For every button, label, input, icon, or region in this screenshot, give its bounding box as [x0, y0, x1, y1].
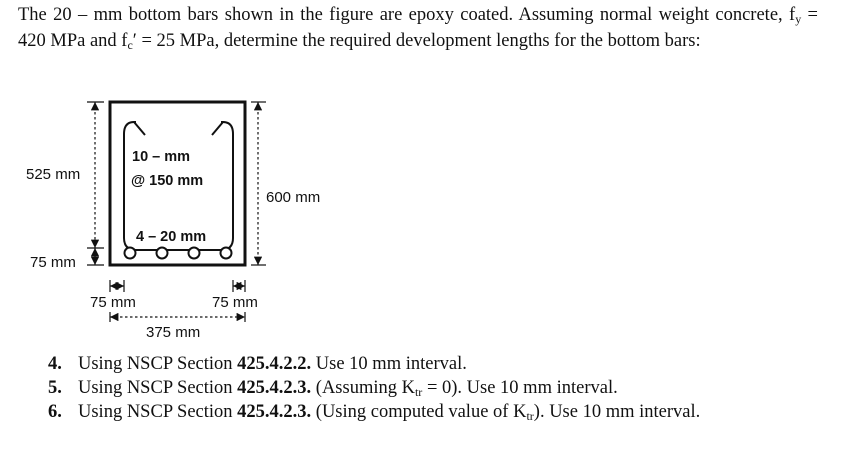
beam-section-diagram — [0, 88, 330, 350]
item-text: Using NSCP Section — [78, 354, 238, 374]
label-cover-right: 75 mm — [212, 294, 258, 311]
ktr-subscript: tr — [526, 409, 534, 423]
item-text-tail: = 0). Use 10 mm interval. — [422, 378, 618, 398]
item-text-end: Use 10 mm interval. — [311, 354, 467, 374]
item-number: 6. — [48, 402, 62, 422]
section-ref: 425.4.2.3. — [237, 402, 312, 422]
problem-statement — [18, 2, 818, 54]
problem-text-2: = 420 MPa and f — [18, 5, 818, 51]
fc-subscript: c — [127, 38, 133, 52]
item-text-end: (Using computed value of K — [311, 402, 527, 422]
fy-subscript: y — [795, 12, 802, 26]
item-text-end: (Assuming K — [311, 378, 415, 398]
label-525: 525 mm — [26, 166, 81, 183]
item-text: Using NSCP Section — [78, 402, 238, 422]
problem-text-1: The 20 – mm bottom bars shown in the figure are epoxy coated. Assuming normal weight concrete, f — [18, 5, 796, 25]
problem-text-3: ′ = 25 MPa, determine the required development lengths for the bottom bars: — [132, 31, 701, 51]
list-item — [48, 376, 700, 400]
stirrup-size-label: 10 – mm — [132, 149, 191, 165]
item-number: 4. — [48, 354, 62, 374]
label-cover-left: 75 mm — [90, 294, 136, 311]
stirrup-right-hook — [212, 122, 223, 135]
list-item — [48, 352, 700, 376]
item-text: Using NSCP Section — [78, 378, 238, 398]
section-ref: 425.4.2.3. — [237, 378, 312, 398]
item-number: 5. — [48, 378, 62, 398]
rebar-3 — [189, 248, 200, 259]
ktr-subscript: tr — [414, 385, 423, 399]
item-text-tail: ). Use 10 mm interval. — [533, 402, 701, 422]
section-ref: 425.4.2.2. — [237, 354, 312, 374]
rebar-1 — [125, 248, 136, 259]
label-75-left: 75 mm — [30, 254, 76, 271]
list-item — [48, 400, 700, 424]
stirrup-right — [221, 122, 233, 238]
stirrup-spacing-label: @ 150 mm — [131, 173, 204, 189]
question-list — [48, 352, 700, 424]
label-width: 375 mm — [146, 324, 201, 341]
stirrup-left-hook — [134, 122, 145, 135]
rebar-4 — [221, 248, 232, 259]
bars-label: 4 – 20 mm — [136, 229, 207, 245]
label-600: 600 mm — [266, 189, 321, 206]
rebar-2 — [157, 248, 168, 259]
